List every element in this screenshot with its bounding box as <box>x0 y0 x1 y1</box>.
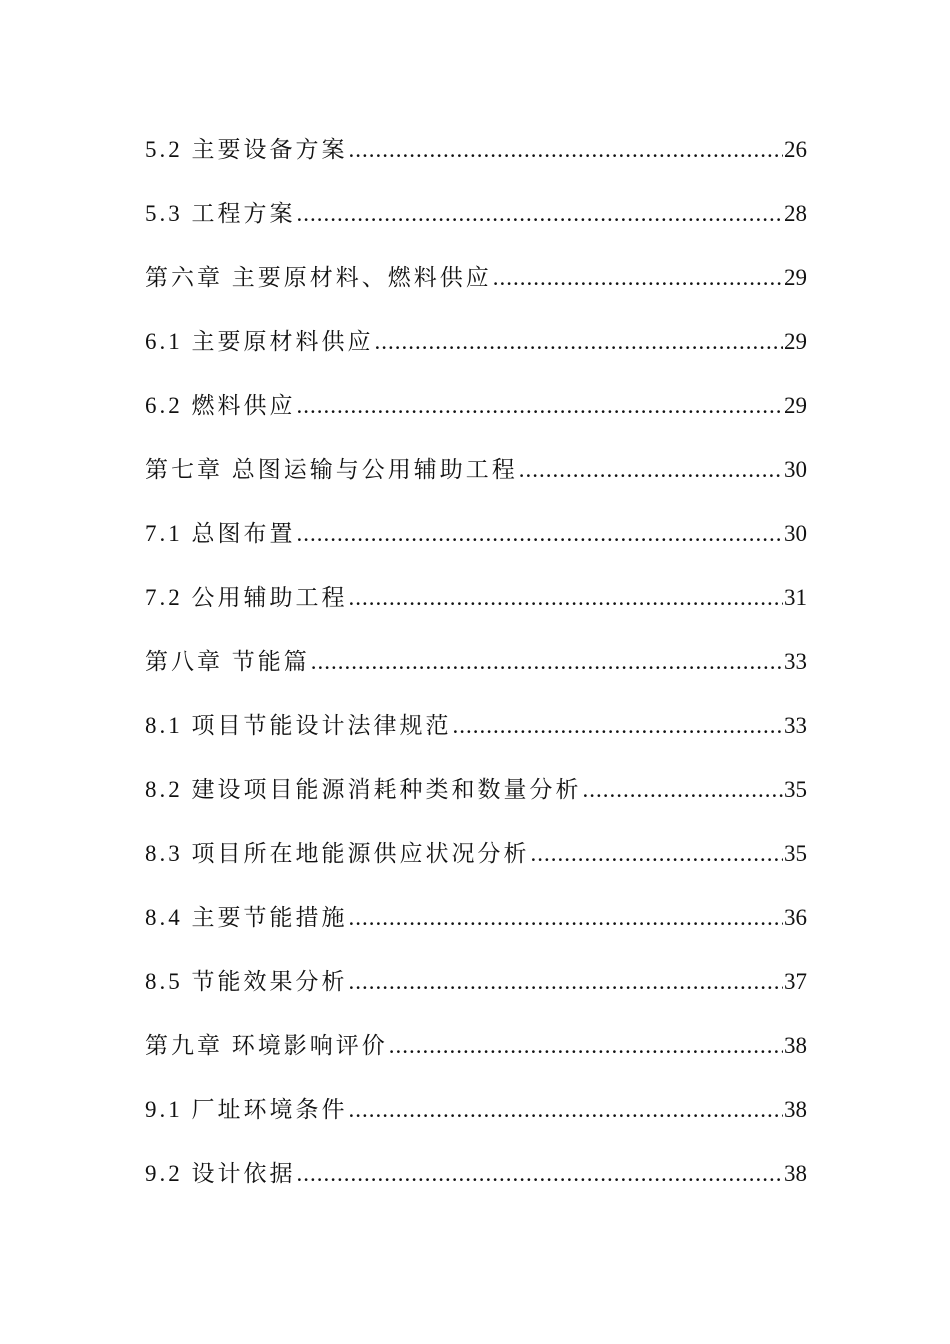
toc-dot-leader <box>349 576 784 620</box>
toc-page-number: 28 <box>784 201 807 226</box>
toc-entry[interactable] <box>145 960 807 1024</box>
toc-dot-leader <box>583 768 784 812</box>
toc-entry-title: 7.2 公用辅助工程 <box>145 585 348 610</box>
toc-entry-title: 7.1 总图布置 <box>145 521 296 546</box>
toc-entry[interactable] <box>145 576 807 640</box>
toc-dot-leader <box>493 256 783 300</box>
toc-entry-title: 9.1 厂址环境条件 <box>145 1097 348 1122</box>
toc-dot-leader <box>531 832 784 876</box>
toc-dot-leader <box>519 448 783 492</box>
toc-dot-leader <box>311 640 783 684</box>
toc-chapter-title: 第六章 主要原材料、燃料供应 <box>145 265 492 290</box>
toc-entry[interactable] <box>145 704 807 768</box>
toc-page-number: 37 <box>784 969 807 994</box>
toc-entry[interactable] <box>145 384 807 448</box>
toc-entry[interactable] <box>145 512 807 576</box>
toc-dot-leader <box>349 896 784 940</box>
toc-entry-title: 8.2 建设项目能源消耗种类和数量分析 <box>145 777 582 802</box>
toc-page-number: 38 <box>784 1161 807 1186</box>
toc-entry-title: 8.4 主要节能措施 <box>145 905 348 930</box>
toc-dot-leader <box>349 1088 784 1132</box>
toc-page-number: 35 <box>784 841 807 866</box>
toc-entry-title: 5.3 工程方案 <box>145 201 296 226</box>
toc-entry[interactable] <box>145 768 807 832</box>
toc-page-number: 33 <box>784 649 807 674</box>
toc-entry-title: 9.2 设计依据 <box>145 1161 296 1186</box>
toc-entry[interactable] <box>145 192 807 256</box>
toc-entry-title: 6.2 燃料供应 <box>145 393 296 418</box>
toc-chapter-title: 第八章 节能篇 <box>145 649 310 674</box>
toc-entry[interactable] <box>145 320 807 384</box>
toc-page-number: 29 <box>784 329 807 354</box>
toc-page-number: 36 <box>784 905 807 930</box>
toc-entry[interactable] <box>145 1024 807 1088</box>
toc-dot-leader <box>349 960 784 1004</box>
toc-chapter-title: 第七章 总图运输与公用辅助工程 <box>145 457 518 482</box>
toc-entry-title: 5.2 主要设备方案 <box>145 137 348 162</box>
toc-page-number: 29 <box>784 393 807 418</box>
toc-entry[interactable] <box>145 448 807 512</box>
toc-entry[interactable] <box>145 256 807 320</box>
toc-dot-leader <box>389 1024 783 1068</box>
toc-page-number: 26 <box>784 137 807 162</box>
toc-entry[interactable] <box>145 640 807 704</box>
toc-entry-title: 8.5 节能效果分析 <box>145 969 348 994</box>
toc-page-number: 29 <box>784 265 807 290</box>
toc-dot-leader <box>453 704 784 748</box>
toc-entry[interactable] <box>145 1088 807 1152</box>
toc-entry-title: 8.3 项目所在地能源供应状况分析 <box>145 841 530 866</box>
toc-entry[interactable] <box>145 128 807 192</box>
toc-entry-title: 8.1 项目节能设计法律规范 <box>145 713 452 738</box>
toc-page-number: 35 <box>784 777 807 802</box>
toc-page-number: 33 <box>784 713 807 738</box>
toc-entry[interactable] <box>145 896 807 960</box>
toc-page-number: 30 <box>784 457 807 482</box>
toc-dot-leader <box>297 192 784 236</box>
toc-dot-leader <box>297 384 784 428</box>
toc-entry-title: 6.1 主要原材料供应 <box>145 329 374 354</box>
toc-dot-leader <box>297 512 784 556</box>
toc-dot-leader <box>375 320 784 364</box>
toc-chapter-title: 第九章 环境影响评价 <box>145 1033 388 1058</box>
toc-entry[interactable] <box>145 832 807 896</box>
table-of-contents <box>145 128 807 1216</box>
toc-entry[interactable] <box>145 1152 807 1216</box>
toc-page-number: 31 <box>784 585 807 610</box>
toc-page-number: 38 <box>784 1097 807 1122</box>
toc-page-number: 38 <box>784 1033 807 1058</box>
toc-dot-leader <box>349 128 784 172</box>
toc-page-number: 30 <box>784 521 807 546</box>
toc-dot-leader <box>297 1152 784 1196</box>
